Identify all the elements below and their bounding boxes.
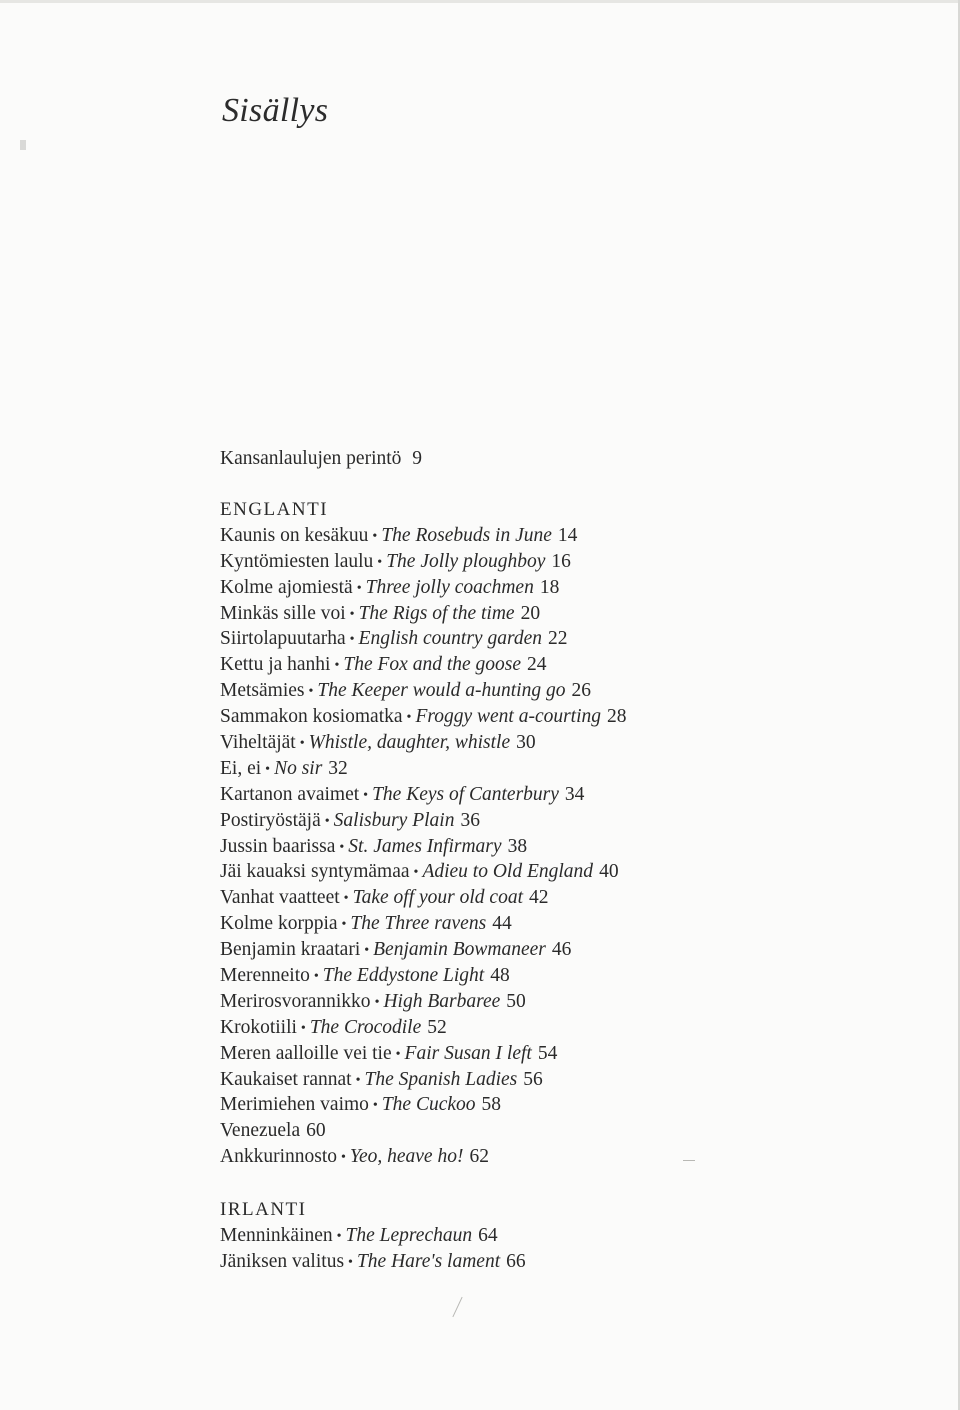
entry-page-number: 28 [607, 706, 627, 728]
entry-separator-bullet: • [265, 761, 271, 777]
toc-entry [220, 859, 627, 885]
toc-entry [220, 575, 627, 601]
entry-finnish-title: Krokotiili [220, 1016, 297, 1038]
toc-section-irlanti [220, 1197, 526, 1275]
entry-english-title: High Barbaree [383, 990, 501, 1012]
entry-page-number: 62 [469, 1146, 489, 1168]
entry-finnish-title: Ei, ei [220, 757, 262, 779]
entry-page-number: 50 [506, 990, 526, 1012]
entry-separator-bullet: • [336, 1228, 342, 1244]
toc-entry [220, 1118, 627, 1144]
entry-separator-bullet: • [334, 658, 340, 674]
entry-english-title: Whistle, daughter, whistle [308, 732, 511, 754]
toc-entry [220, 937, 627, 963]
toc-entry [220, 1249, 526, 1275]
entry-finnish-title: Minkäs sille voi [220, 602, 346, 624]
entry-finnish-title: Merenneito [220, 965, 310, 987]
toc-entry [220, 911, 627, 937]
entry-english-title: The Hare's lament [356, 1250, 501, 1272]
toc-entry [220, 730, 627, 756]
entry-separator-bullet: • [406, 710, 412, 726]
entry-finnish-title: Viheltäjät [220, 732, 296, 754]
entry-english-title: Adieu to Old England [422, 861, 594, 883]
entry-english-title: Benjamin Bowmaneer [373, 939, 546, 961]
entry-page-number: 22 [547, 628, 568, 650]
toc-entry [220, 1015, 627, 1041]
entry-english-title: English country garden [358, 628, 542, 650]
entry-page-number: 66 [506, 1250, 526, 1272]
scan-speck [683, 1160, 695, 1161]
entry-finnish-title: Kolme korppia [220, 913, 338, 935]
entry-finnish-title: Kartanon avaimet [220, 783, 360, 805]
toc-entry [220, 834, 627, 860]
page-title: Sisällys [222, 92, 329, 129]
toc-entry [220, 1041, 627, 1067]
entry-finnish-title: Benjamin kraatari [220, 939, 361, 961]
entry-separator-bullet: • [377, 554, 383, 570]
entry-page-number: 58 [481, 1094, 502, 1116]
toc-entry [220, 704, 627, 730]
entry-page-number: 56 [523, 1068, 543, 1090]
entry-separator-bullet: • [374, 994, 380, 1010]
entry-page-number: 18 [539, 576, 560, 598]
toc-entry [220, 1223, 526, 1249]
entry-separator-bullet: • [349, 632, 355, 648]
page-top-edge [0, 0, 960, 3]
entry-english-title: Take off your old coat [352, 887, 523, 909]
entry-separator-bullet: • [356, 580, 362, 596]
entry-separator-bullet: • [372, 1098, 378, 1114]
entry-finnish-title: Meren aalloille vei tie [220, 1042, 392, 1064]
entry-separator-bullet: • [324, 813, 330, 829]
entry-separator-bullet: • [355, 1072, 361, 1088]
entry-title: Kansanlaulujen perintö [220, 448, 402, 469]
entry-separator-bullet: • [299, 736, 305, 752]
entry-separator-bullet: • [341, 1150, 346, 1166]
entry-page-number: 32 [328, 757, 348, 779]
toc-intro-entry [220, 446, 422, 472]
entry-separator-bullet: • [348, 1254, 353, 1270]
entry-separator-bullet: • [363, 787, 369, 803]
entry-separator-bullet: • [395, 1046, 401, 1062]
entry-separator-bullet: • [349, 606, 355, 622]
entry-separator-bullet: • [313, 969, 319, 985]
toc-entry [220, 523, 627, 549]
entry-english-title: The Crocodile [309, 1016, 422, 1038]
entry-finnish-title: Sammakon kosiomatka [220, 706, 403, 728]
entry-english-title: The Rosebuds in June [381, 524, 552, 546]
toc-entry [220, 601, 627, 627]
entry-english-title: The Eddystone Light [322, 965, 485, 987]
entry-page-number: 24 [527, 654, 547, 676]
entry-separator-bullet: • [413, 865, 419, 881]
toc-entry [220, 808, 627, 834]
entry-finnish-title: Merirosvorannikko [220, 990, 371, 1012]
entry-separator-bullet: • [343, 891, 349, 907]
toc-entry [220, 626, 627, 652]
entry-page-number: 14 [557, 524, 578, 546]
entry-english-title: The Keeper would a-hunting go [317, 680, 566, 702]
toc-entry [220, 756, 627, 782]
section-heading: ENGLANTI [220, 499, 329, 520]
entry-english-title: The Leprechaun [345, 1224, 473, 1246]
entry-finnish-title: Ankkurinnosto [220, 1146, 337, 1168]
entry-english-title: Fair Susan I left [404, 1042, 532, 1064]
entry-separator-bullet: • [341, 917, 347, 933]
entry-page-number: 9 [412, 448, 423, 469]
entry-page-number: 42 [529, 887, 549, 909]
section-entries [220, 523, 627, 1170]
entry-page-number: 46 [551, 939, 572, 961]
toc-entry [220, 652, 627, 678]
entry-page-number: 16 [551, 550, 571, 572]
toc-entry [220, 989, 627, 1015]
entry-english-title: The Jolly ploughboy [386, 550, 546, 572]
entry-finnish-title: Postiryöstäjä [220, 809, 321, 831]
toc-entry [220, 1144, 627, 1170]
entry-finnish-title: Kaunis on kesäkuu [220, 524, 369, 546]
entry-page-number: 30 [516, 732, 536, 754]
entry-separator-bullet: • [364, 943, 370, 959]
scan-speck [20, 140, 26, 150]
entry-english-title: No sir [274, 757, 323, 779]
entry-finnish-title: Kyntömiesten laulu [220, 550, 374, 572]
entry-finnish-title: Kolme ajomiestä [220, 576, 353, 598]
toc-entry [220, 1092, 627, 1118]
entry-page-number: 64 [478, 1224, 498, 1246]
toc-entry [220, 782, 627, 808]
entry-finnish-title: Jäi kauaksi syntymämaa [220, 861, 410, 883]
toc-entry [220, 963, 627, 989]
entry-page-number: 40 [599, 861, 619, 883]
entry-page-number: 36 [460, 809, 480, 831]
entry-page-number: 38 [507, 835, 528, 857]
entry-page-number: 20 [520, 602, 541, 624]
entry-english-title: Salisbury Plain [333, 809, 455, 831]
entry-english-title: The Cuckoo [381, 1094, 476, 1116]
entry-english-title: The Spanish Ladies [364, 1068, 518, 1090]
section-entries [220, 1223, 526, 1275]
toc-entry [220, 678, 627, 704]
entry-page-number: 54 [537, 1042, 558, 1064]
entry-page-number: 44 [492, 913, 512, 935]
entry-finnish-title: Jäniksen valitus [220, 1250, 345, 1272]
entry-finnish-title: Kettu ja hanhi [220, 654, 331, 676]
entry-page-number: 60 [306, 1120, 326, 1142]
entry-finnish-title: Kaukaiset rannat [220, 1068, 352, 1090]
entry-page-number: 52 [427, 1016, 447, 1038]
entry-separator-bullet: • [372, 528, 378, 544]
entry-page-number: 26 [571, 680, 591, 702]
entry-english-title: Froggy went a-courting [415, 706, 602, 728]
entry-finnish-title: Siirtolapuutarha [220, 628, 346, 650]
entry-finnish-title: Merimiehen vaimo [220, 1094, 369, 1116]
toc-entry [220, 549, 627, 575]
entry-finnish-title: Vanhat vaatteet [220, 887, 340, 909]
entry-english-title: The Rigs of the time [358, 602, 515, 624]
entry-english-title: The Three ravens [350, 913, 487, 935]
toc-entry [220, 1067, 627, 1093]
entry-finnish-title: Venezuela [220, 1120, 301, 1142]
entry-page-number: 48 [490, 965, 510, 987]
toc-entry [220, 885, 627, 911]
entry-english-title: Three jolly coachmen [365, 576, 534, 598]
entry-separator-bullet: • [308, 684, 314, 700]
entry-finnish-title: Jussin baarissa [220, 835, 336, 857]
entry-finnish-title: Menninkäinen [220, 1224, 333, 1246]
entry-english-title: The Fox and the goose [343, 654, 522, 676]
entry-separator-bullet: • [300, 1020, 306, 1036]
entry-english-title: The Keys of Canterbury [372, 783, 559, 805]
scan-speck [452, 1297, 462, 1317]
entry-separator-bullet: • [339, 839, 345, 855]
entry-english-title: Yeo, heave ho! [349, 1146, 464, 1168]
entry-finnish-title: Metsämies [220, 680, 305, 702]
section-heading: IRLANTI [220, 1199, 307, 1220]
toc-section-englanti [220, 497, 627, 1170]
entry-page-number: 34 [564, 783, 585, 805]
entry-english-title: St. James Infirmary [348, 835, 502, 857]
